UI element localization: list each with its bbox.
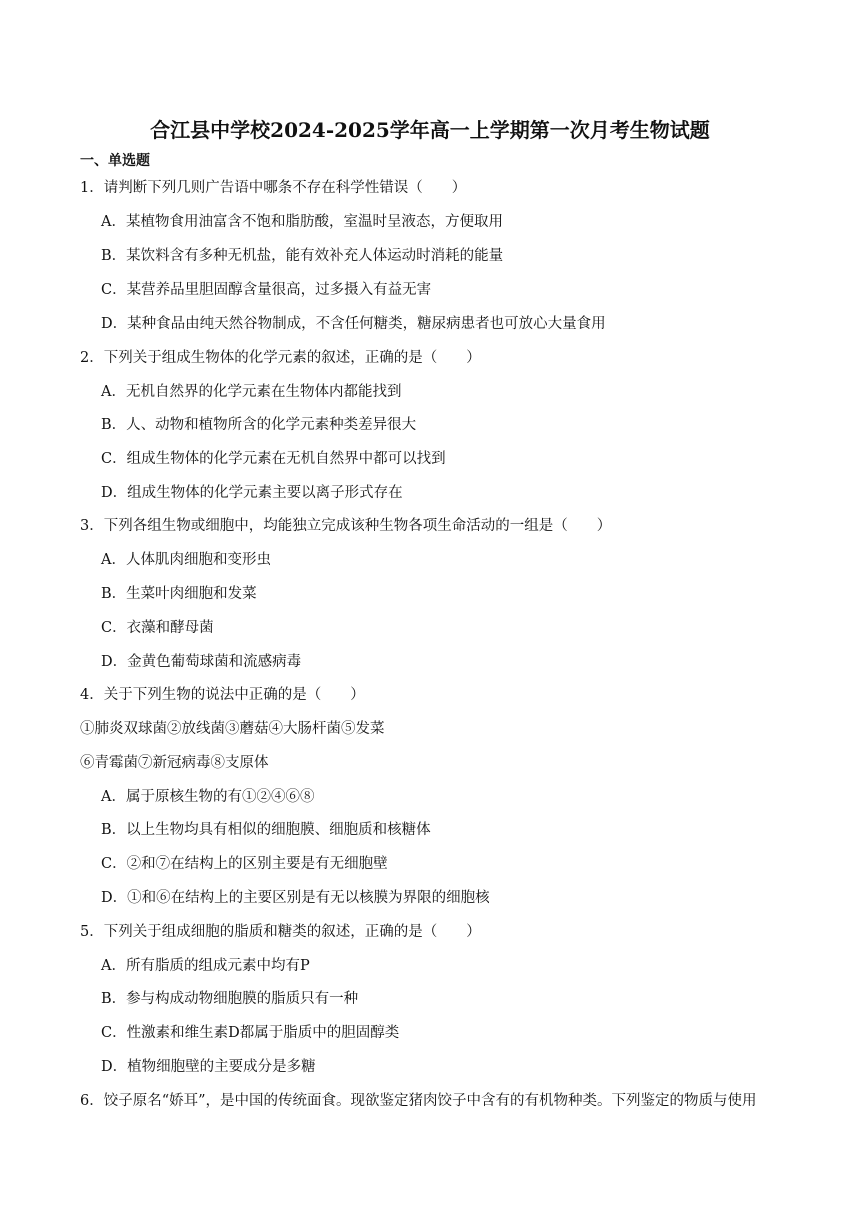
question-1-stem: 1．请判断下列几则广告语中哪条不存在科学性错误（ ） [80,180,467,196]
question-5-option-b: B．参与构成动物细胞膜的脂质只有一种 [101,991,359,1007]
question-5-option-d: D．植物细胞壁的主要成分是多糖 [101,1059,316,1075]
question-2-option-d: D．组成生物体的化学元素主要以离子形式存在 [101,485,403,501]
question-2-option-a: A．无机自然界的化学元素在生物体内都能找到 [101,384,402,400]
question-3-option-b: B．生菜叶肉细胞和发菜 [101,586,257,602]
question-3-option-a: A．人体肌肉细胞和变形虫 [101,552,271,568]
question-1-option-c: C．某营养品里胆固醇含量很高，过多摄入有益无害 [101,282,432,298]
question-4-organism-list: ①肺炎双球菌②放线菌③蘑菇④大肠杆菌⑤发菜 [80,721,385,737]
question-4-option-b: B．以上生物均具有相似的细胞膜、细胞质和核糖体 [101,822,431,838]
question-4-option-c: C．②和⑦在结构上的区别主要是有无细胞壁 [101,856,388,872]
question-4-option-a: A．属于原核生物的有①②④⑥⑧ [101,789,315,805]
question-5-option-a: A．所有脂质的组成元素中均有P [101,958,310,974]
question-4-stem: 4．关于下列生物的说法中正确的是（ ） [80,687,365,703]
question-5-stem: 5．下列关于组成细胞的脂质和糖类的叙述，正确的是（ ） [80,924,481,940]
question-3-option-c: C．衣藻和酵母菌 [101,620,214,636]
question-6-stem: 6．饺子原名“娇耳”，是中国的传统面食。现欲鉴定猪肉饺子中含有的有机物种类。下列鉴定的物质与使用 [80,1093,757,1109]
section-heading: 一、单选题 [80,153,150,169]
question-2-option-b: B．人、动物和植物所含的化学元素种类差异很大 [101,417,417,433]
question-4-organism-list: ⑥青霉菌⑦新冠病毒⑧支原体 [80,755,269,771]
question-2-option-c: C．组成生物体的化学元素在无机自然界中都可以找到 [101,451,446,467]
question-1-option-d: D．某种食品由纯天然谷物制成，不含任何糖类，糖尿病患者也可放心大量食用 [101,316,606,332]
question-5-option-c: C．性激素和维生素D都属于脂质中的胆固醇类 [101,1025,400,1041]
question-3-option-d: D．金黄色葡萄球菌和流感病毒 [101,654,302,670]
question-3-stem: 3．下列各组生物或细胞中，均能独立完成该种生物各项生命活动的一组是（ ） [80,518,612,534]
question-1-option-b: B．某饮料含有多种无机盐，能有效补充人体运动时消耗的能量 [101,248,504,264]
page-title: 合江县中学校2024-2025学年高一上学期第一次月考生物试题 [150,118,710,142]
question-2-stem: 2．下列关于组成生物体的化学元素的叙述，正确的是（ ） [80,350,481,366]
question-1-option-a: A．某植物食用油富含不饱和脂肪酸，室温时呈液态，方便取用 [101,214,503,230]
question-4-option-d: D．①和⑥在结构上的主要区别是有无以核膜为界限的细胞核 [101,890,490,906]
